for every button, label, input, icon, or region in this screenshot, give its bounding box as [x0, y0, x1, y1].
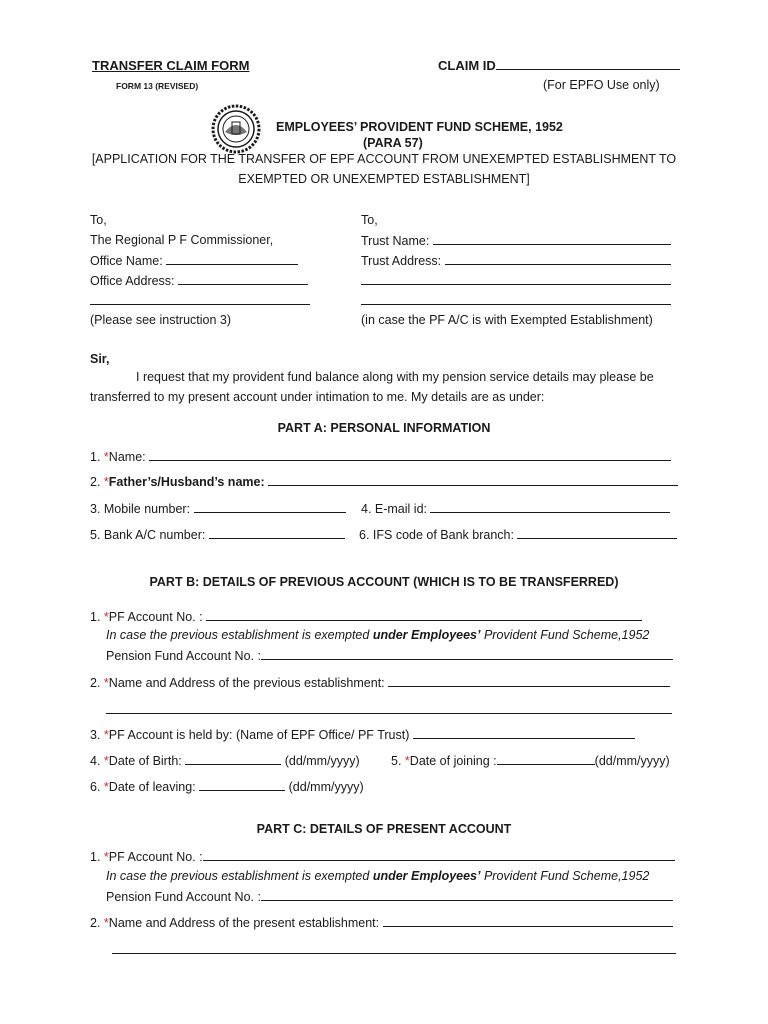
left-note: (Please see instruction 3): [90, 313, 232, 327]
part-b-exempt-note: [106, 628, 649, 642]
trust-address-label: Trust Address:: [361, 254, 442, 268]
dob-label: Date of Birth:: [108, 754, 182, 768]
part-a-ifsc: [359, 527, 677, 542]
item-number: 1.: [90, 850, 101, 864]
epfo-note: (For EPFO Use only): [543, 78, 660, 92]
father-field[interactable]: [268, 474, 678, 486]
part-a-name: [90, 449, 671, 464]
part-c-exempt-note: [106, 869, 649, 883]
claim-id: [438, 58, 680, 73]
held-by-field[interactable]: [413, 727, 635, 739]
trust-name-field[interactable]: [433, 233, 671, 245]
dol-field[interactable]: [199, 779, 285, 791]
prev-establishment-line-2: [106, 702, 672, 717]
exempt-note-text-end: Provident Fund Scheme,1952: [480, 628, 650, 642]
item-number: 5.: [391, 754, 402, 768]
part-a-heading: PART A: PERSONAL INFORMATION: [277, 421, 491, 435]
item-number: 2.: [90, 916, 101, 930]
required-mark: *: [103, 450, 109, 464]
trust-name-label: Trust Name:: [361, 234, 430, 248]
scheme-title: EMPLOYEES’ PROVIDENT FUND SCHEME, 1952: [276, 120, 563, 134]
part-a-email: [361, 501, 670, 516]
part-b-dol: [90, 779, 364, 794]
name-field[interactable]: [149, 449, 671, 461]
office-address-label: Office Address:: [90, 274, 175, 288]
pf-account-label: PF Account No. :: [108, 610, 203, 624]
exempt-note-text: In case the previous establishment is exempted: [106, 869, 373, 883]
mobile-field[interactable]: [194, 501, 346, 513]
name-label: Name:: [108, 450, 146, 464]
held-by-label: PF Account is held by: (Name of EPF Office/ PF Trust): [108, 728, 410, 742]
doj-field[interactable]: [497, 753, 595, 765]
exempt-note-emphasis: under Employees’: [372, 869, 481, 883]
doj-label: Date of joining :: [409, 754, 497, 768]
trust-address-field[interactable]: [445, 253, 671, 265]
office-name: [90, 253, 298, 268]
office-address-field[interactable]: [178, 273, 308, 285]
dob-format: (dd/mm/yyyy): [284, 754, 360, 768]
dol-format: (dd/mm/yyyy): [288, 780, 364, 794]
pension-fund-field[interactable]: [261, 648, 673, 660]
office-address-field-2[interactable]: [90, 293, 310, 305]
required-mark: *: [404, 754, 410, 768]
required-mark: *: [103, 780, 109, 794]
item-number: 4.: [90, 754, 101, 768]
email-label: 4. E-mail id:: [361, 502, 427, 516]
doj-format: (dd/mm/yyyy): [594, 754, 670, 768]
right-note: (in case the PF A/C is with Exempted Establishment): [361, 313, 653, 327]
claim-id-label: CLAIM ID: [438, 58, 496, 73]
letter-body-line-2: transferred to my present account under intimation to me. My details are as under:: [90, 390, 545, 404]
required-mark: *: [103, 850, 109, 864]
item-number: 6.: [90, 780, 101, 794]
office-address-line-2: [90, 293, 310, 308]
exempt-note-text-end: Provident Fund Scheme,1952: [480, 869, 650, 883]
letter-body-line-1: I request that my provident fund balance along with my pension service details may please be: [136, 370, 654, 384]
required-mark: *: [103, 754, 109, 768]
trust-address: [361, 253, 671, 268]
form-number: FORM 13 (REVISED): [116, 81, 199, 91]
epfo-emblem-icon: [211, 104, 261, 154]
part-b-heading: PART B: DETAILS OF PREVIOUS ACCOUNT (WHICH IS TO BE TRANSFERRED): [149, 575, 619, 589]
prev-establishment-field-2[interactable]: [106, 702, 672, 714]
right-to: To,: [361, 213, 378, 227]
office-name-label: Office Name:: [90, 254, 163, 268]
part-a-mobile: [90, 501, 346, 516]
claim-id-field[interactable]: [496, 58, 680, 70]
present-establishment-field-2[interactable]: [112, 942, 676, 954]
part-a-father: [90, 474, 678, 489]
para-number: (PARA 57): [363, 136, 423, 150]
ifsc-label: 6. IFS code of Bank branch:: [359, 528, 514, 542]
present-pension-fund-field[interactable]: [261, 889, 673, 901]
pension-fund-label: Pension Fund Account No. :: [106, 649, 261, 663]
part-c-pf-account: [90, 849, 675, 864]
required-mark: *: [103, 610, 109, 624]
application-line-1: [APPLICATION FOR THE TRANSFER OF EPF ACCOUNT FROM UNEXEMPTED ESTABLISHMENT TO: [91, 152, 677, 166]
office-name-field[interactable]: [166, 253, 298, 265]
part-c-pension-fund: [106, 889, 673, 904]
exempt-note-emphasis: under Employees’: [372, 628, 481, 642]
part-b-doj: [391, 753, 670, 768]
item-number: 1.: [90, 450, 101, 464]
part-b-pension-fund: [106, 648, 673, 663]
present-establishment-field[interactable]: [383, 915, 673, 927]
required-mark: *: [103, 916, 109, 930]
prev-establishment-field[interactable]: [388, 675, 670, 687]
dob-field[interactable]: [185, 753, 281, 765]
part-b-pf-account: [90, 609, 642, 624]
part-a-bank: [90, 527, 345, 542]
item-number: 3.: [90, 728, 101, 742]
form-title: TRANSFER CLAIM FORM: [92, 58, 250, 73]
email-field[interactable]: [430, 501, 670, 513]
bank-label: 5. Bank A/C number:: [90, 528, 206, 542]
left-to: To,: [90, 213, 107, 227]
prev-establishment-label: Name and Address of the previous establishment:: [108, 676, 385, 690]
item-number: 2.: [90, 676, 101, 690]
trust-address-field-2[interactable]: [361, 273, 671, 285]
trust-address-line-3: [361, 293, 671, 308]
present-pf-account-field[interactable]: [203, 849, 675, 861]
father-label: Father’s/Husband’s name:: [108, 475, 265, 489]
office-address: [90, 273, 308, 288]
required-mark: *: [103, 676, 109, 690]
part-b-dob: [90, 753, 360, 768]
trust-address-line-2: [361, 273, 671, 288]
dol-label: Date of leaving:: [108, 780, 196, 794]
item-number: 2.: [90, 475, 101, 489]
ifsc-field[interactable]: [517, 527, 677, 539]
commissioner-label: The Regional P F Commissioner,: [90, 233, 274, 247]
part-c-heading: PART C: DETAILS OF PRESENT ACCOUNT: [256, 822, 512, 836]
present-establishment-line-2: [112, 942, 676, 957]
exempt-note-text: In case the previous establishment is exempted: [106, 628, 373, 642]
part-c-name-address: [90, 915, 673, 930]
trust-name: [361, 233, 671, 248]
bank-field[interactable]: [209, 527, 345, 539]
salutation: Sir,: [90, 352, 110, 366]
item-number: 1.: [90, 610, 101, 624]
present-establishment-label: Name and Address of the present establishment:: [108, 916, 380, 930]
trust-address-field-3[interactable]: [361, 293, 671, 305]
pf-account-label: PF Account No. :: [108, 850, 203, 864]
part-b-held-by: [90, 727, 635, 742]
application-line-2: EXEMPTED OR UNEXEMPTED ESTABLISHMENT]: [238, 172, 530, 186]
mobile-label: 3. Mobile number:: [90, 502, 191, 516]
part-b-name-address: [90, 675, 670, 690]
pf-account-field[interactable]: [206, 609, 642, 621]
required-mark: *: [103, 728, 109, 742]
pension-fund-label: Pension Fund Account No. :: [106, 890, 261, 904]
required-mark: *: [103, 475, 109, 489]
